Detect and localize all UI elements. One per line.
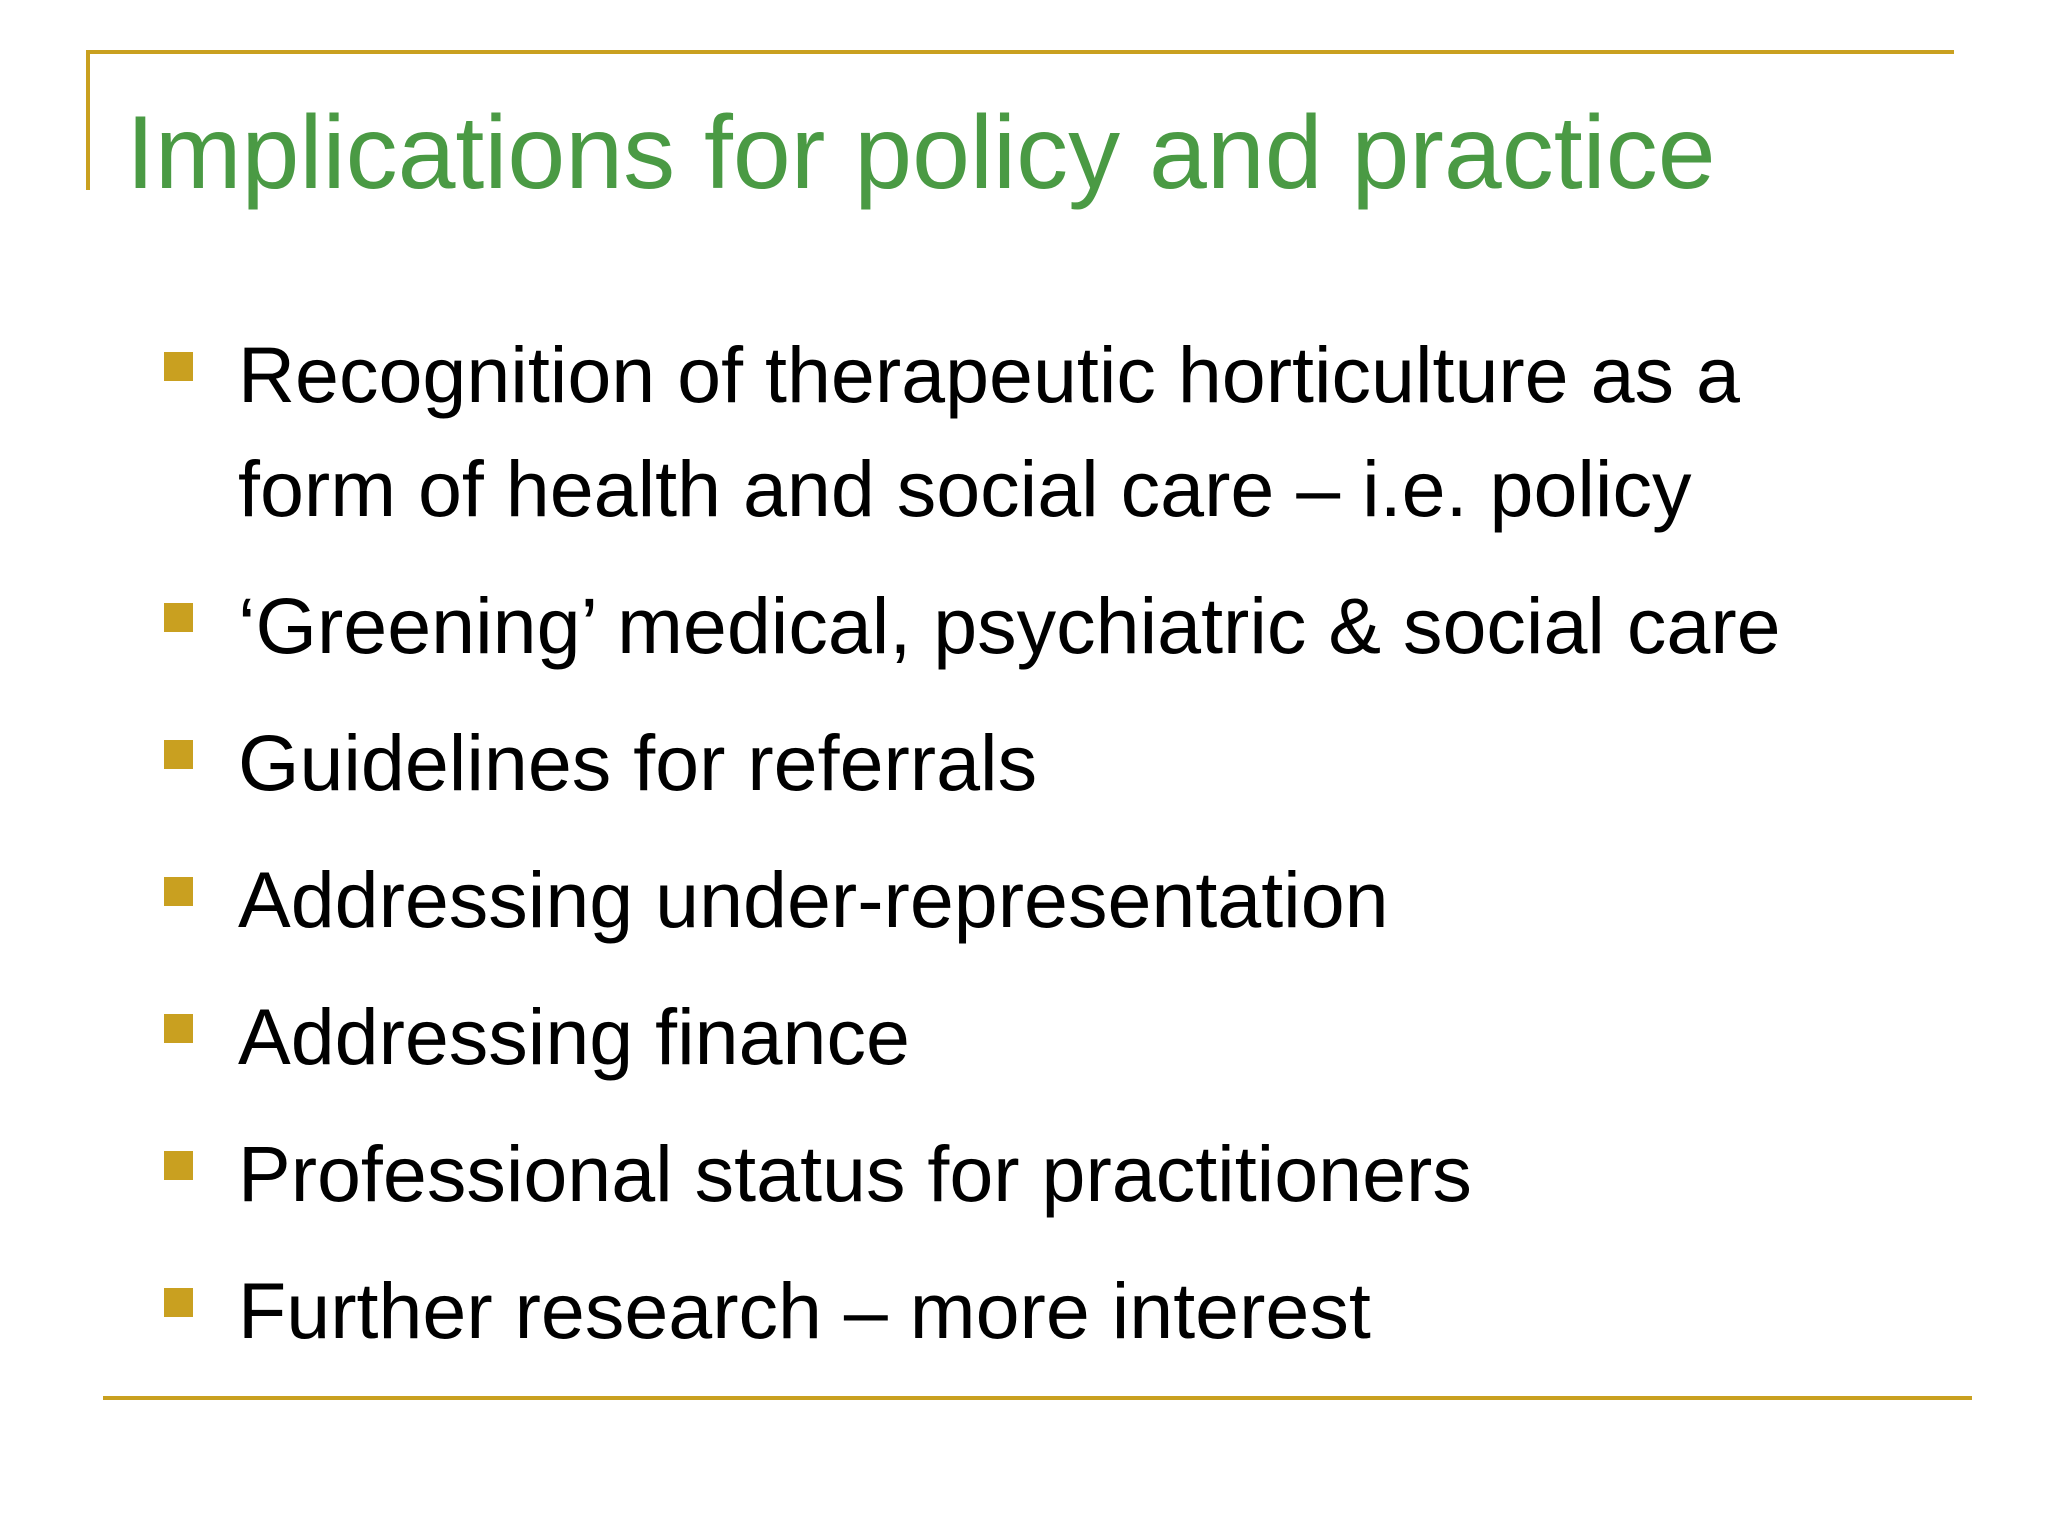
bullet-item (160, 1254, 1781, 1368)
square-bullet-icon (164, 603, 193, 632)
bullet-list (160, 318, 1781, 1391)
square-bullet-icon (164, 1151, 193, 1180)
bullet-item (160, 569, 1781, 683)
bullet-item (160, 318, 1781, 546)
bullet-text: Guidelines for referrals (238, 718, 1038, 807)
square-bullet-icon (164, 352, 193, 381)
square-bullet-icon (164, 1014, 193, 1043)
bullet-text: Further research – more interest (238, 1266, 1371, 1355)
bullet-text: Recognition of therapeutic horticulture as a (238, 330, 1740, 419)
square-bullet-icon (164, 740, 193, 769)
bullet-text: Professional status for practitioners (238, 1129, 1472, 1218)
bullet-item (160, 843, 1781, 957)
bullet-text: ‘Greening’ medical, psychiatric & social care (238, 581, 1781, 670)
title-frame-left-rule (86, 50, 90, 190)
bullet-item (160, 1117, 1781, 1231)
title-frame-top-rule (86, 50, 1954, 54)
bullet-item (160, 706, 1781, 820)
bullet-item (160, 980, 1781, 1094)
slide-title: Implications for policy and practice (126, 95, 1716, 211)
bullet-text: Addressing under-representation (238, 855, 1389, 944)
square-bullet-icon (164, 877, 193, 906)
bullet-text: Addressing finance (238, 992, 910, 1081)
bullet-text-continuation: form of health and social care – i.e. policy (238, 444, 1692, 533)
bottom-rule (103, 1396, 1972, 1400)
square-bullet-icon (164, 1288, 193, 1317)
